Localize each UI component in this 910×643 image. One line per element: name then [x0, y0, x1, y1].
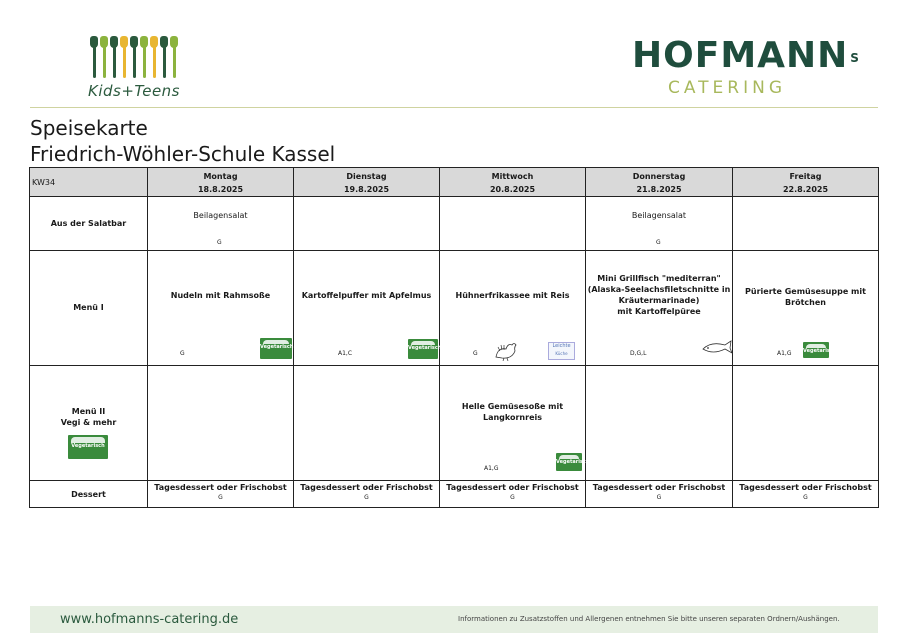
website-link[interactable]: www.hofmanns-catering.de [60, 612, 239, 627]
menu2-thu [586, 366, 733, 481]
day-header-tue: Dienstag 19.8.2025 [294, 168, 440, 197]
menu1-tue: Kartoffelpuffer mit Apfelmus A1,C Vegetarisch [294, 251, 440, 366]
hofmanns-catering-logo [632, 35, 860, 106]
day-header-fri: Freitag 22.8.2025 [733, 168, 879, 197]
dessert-fri: Tagesdessert oder Frischobst G [733, 481, 879, 508]
salad-row [30, 197, 879, 251]
fork-icon [100, 36, 108, 78]
menu1-fri: Pürierte Gemüsesuppe mit Brötchen A1,G Vegetarisch [733, 251, 879, 366]
menu1-row-label: Menü I [30, 251, 148, 366]
fork-icon [140, 36, 148, 78]
salad-wed [440, 197, 586, 251]
dessert-wed: Tagesdessert oder Frischobst G [440, 481, 586, 508]
menu1-wed: Hühnerfrikassee mit Reis G Leichte Küche [440, 251, 586, 366]
menu2-row-label: Menü II Vegi & mehr Vegetarisch [30, 366, 148, 481]
menu-table [29, 167, 879, 508]
dessert-thu: Tagesdessert oder Frischobst G [586, 481, 733, 508]
table-header-row [30, 168, 879, 197]
kids-teens-text: Kids+Teens [88, 82, 180, 100]
vegetarian-badge: Vegetarisch [260, 338, 292, 359]
vegetarian-badge: Vegetarisch [803, 342, 829, 358]
menu2-wed: Helle Gemüsesoße mit Langkornreis A1,G Vegetarisch [440, 366, 586, 481]
menu2-tue [294, 366, 440, 481]
fish-icon [701, 339, 733, 355]
fork-icon [120, 36, 128, 78]
brand-name: HOFMANN $^S$ [632, 35, 860, 76]
brand-subtitle: CATERING [667, 78, 787, 98]
dessert-tue: Tagesdessert oder Frischobst G [294, 481, 440, 508]
menu2-row [30, 366, 879, 481]
menu1-mon: Nudeln mit Rahmsoße G Vegetarisch [148, 251, 294, 366]
leichte-kueche-badge: Leichte Küche [548, 342, 575, 360]
salad-row-label: Aus der Salatbar [30, 197, 148, 251]
fork-icon [160, 36, 168, 78]
fork-icon [170, 36, 178, 78]
vegetarian-badge: Vegetarisch [556, 453, 582, 471]
kids-teens-logo [84, 36, 194, 104]
dessert-row-label: Dessert [30, 481, 148, 508]
salad-tue [294, 197, 440, 251]
header-divider [30, 107, 878, 108]
chicken-icon [492, 339, 520, 361]
fork-icon [130, 36, 138, 78]
cutlery-icons [90, 36, 178, 78]
week-cell: KW34 [30, 168, 148, 197]
salad-fri [733, 197, 879, 251]
menu1-thu: Mini Grillfisch "mediterran" (Alaska-Seelachsfiletschnitte in Kräutermarinade) mit Kartoffelpüree D,G,L [586, 251, 733, 366]
day-header-wed: Mittwoch 20.8.2025 [440, 168, 586, 197]
day-header-mon: Montag 18.8.2025 [148, 168, 294, 197]
menu2-fri [733, 366, 879, 481]
dessert-mon: Tagesdessert oder Frischobst G [148, 481, 294, 508]
school-name: Friedrich-Wöhler-Schule Kassel [30, 142, 336, 166]
menu2-mon [148, 366, 294, 481]
allergen-info: Informationen zu Zusatzstoffen und Allergenen entnehmen Sie bitte unseren separaten Ordnern/Aushängen. [458, 615, 840, 623]
vegetarian-badge: Vegetarisch [408, 339, 438, 359]
dessert-row [30, 481, 879, 508]
footer-bar [30, 606, 878, 633]
fork-icon [150, 36, 158, 78]
page-title: Speisekarte [30, 116, 148, 140]
menu1-row [30, 251, 879, 366]
salad-thu: Beilagensalat G [586, 197, 733, 251]
day-header-thu: Donnerstag 21.8.2025 [586, 168, 733, 197]
fork-icon [110, 36, 118, 78]
fork-icon [90, 36, 98, 78]
vegetarian-badge: Vegetarisch [68, 435, 108, 459]
salad-mon: Beilagensalat G [148, 197, 294, 251]
